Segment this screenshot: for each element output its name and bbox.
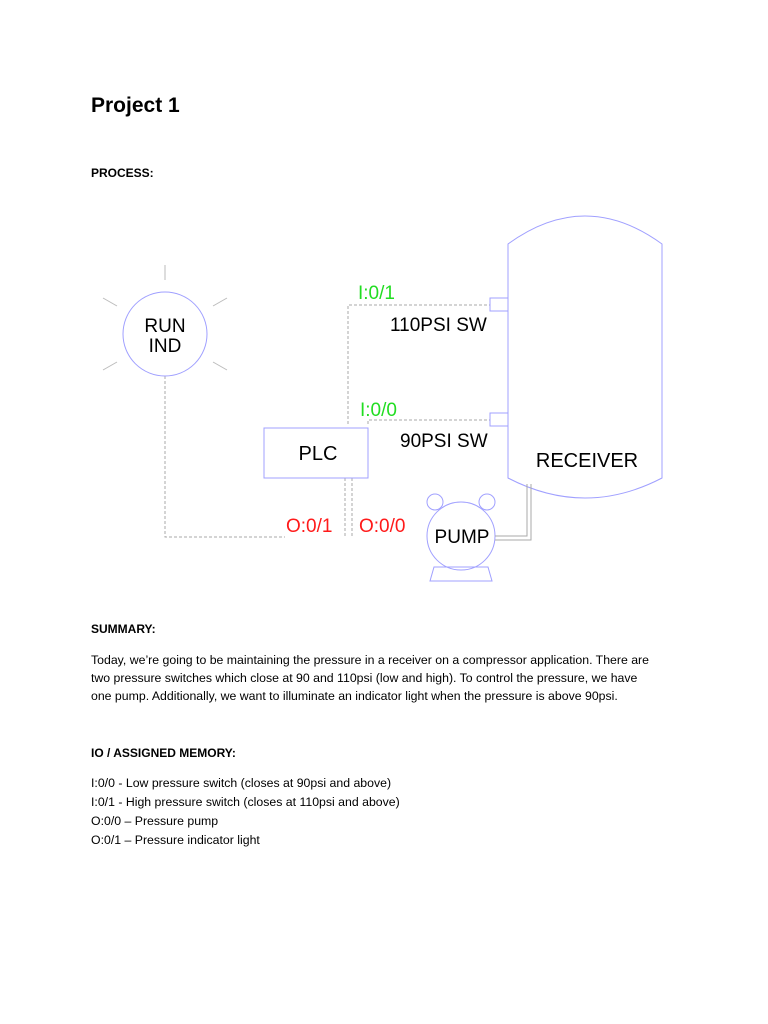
input-high-label: I:0/1 (358, 283, 395, 304)
summary-line: one pump. Additionally, we want to illuminate an indicator light when the pressure is above 90psi. (91, 689, 618, 703)
summary-heading: SUMMARY: (91, 622, 156, 636)
process-heading: PROCESS: (91, 166, 154, 180)
plc-box (264, 428, 368, 478)
sw-low-label: 90PSI SW (400, 431, 488, 452)
signal-wires (165, 305, 490, 537)
io-list (91, 774, 400, 850)
io-item: I:0/1 - High pressure switch (closes at 110psi and above) (91, 795, 400, 809)
plc-label: PLC (298, 443, 338, 465)
wire-run-ind (165, 376, 285, 537)
pump-label: PUMP (434, 527, 490, 548)
page-title: Project 1 (91, 94, 180, 117)
summary-line: two pressure switches which close at 90 and 110psi (low and high). To control the pressure, we have (91, 671, 638, 685)
io-item: I:0/0 - Low pressure switch (closes at 90psi and above) (91, 776, 392, 790)
output-pump-label: O:0/0 (359, 516, 406, 537)
summary-line: Today, we’re going to be maintaining the pressure in a receiver on a compressor application. There are (91, 653, 649, 667)
output-ind-label: O:0/1 (286, 516, 333, 537)
run-ind-label-1: RUN (144, 316, 186, 337)
sw-high-label: 110PSI SW (390, 315, 487, 336)
io-item: O:0/0 – Pressure pump (91, 814, 219, 828)
input-low-label: I:0/0 (360, 400, 397, 421)
io-item: O:0/1 – Pressure indicator light (91, 833, 260, 847)
receiver-tank (508, 216, 662, 498)
discharge-pipe (495, 484, 531, 540)
receiver-label: RECEIVER (535, 450, 639, 472)
low-pressure-switch (490, 413, 508, 426)
summary-paragraph (91, 651, 691, 705)
pump (427, 494, 495, 581)
run-ind-label-2: IND (148, 336, 182, 357)
run-indicator-lamp (103, 265, 227, 376)
high-pressure-switch (490, 298, 508, 311)
io-heading: IO / ASSIGNED MEMORY: (91, 746, 236, 760)
